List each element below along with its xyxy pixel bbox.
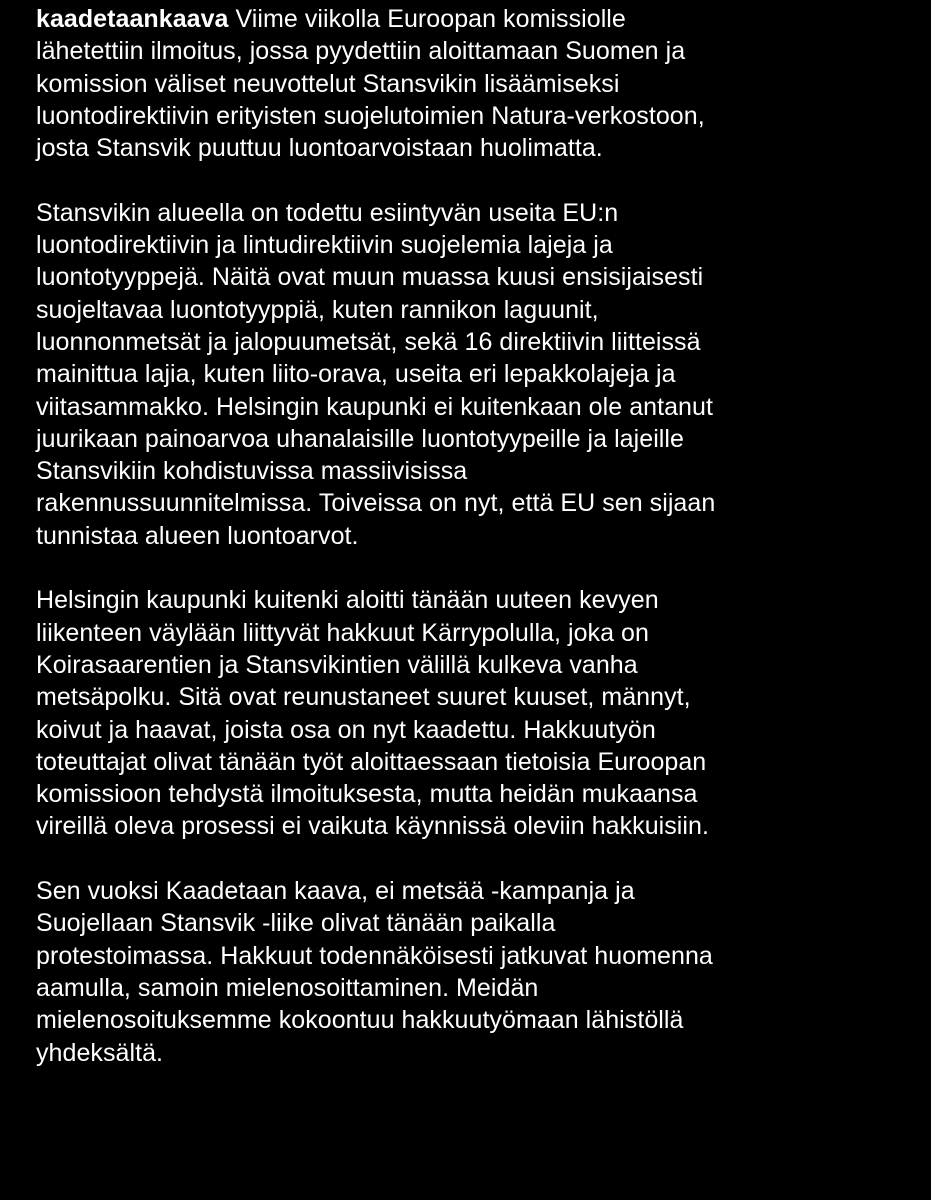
- caption-line: mielenosoituksemme kokoontuu hakkuutyömaan lähistöllä: [36, 1006, 684, 1035]
- caption-line: Helsingin kaupunki kuitenki aloitti tänään uuteen kevyen: [36, 586, 659, 615]
- caption-line: komissioon tehdystä ilmoituksesta, mutta heidän mukaansa: [36, 780, 698, 809]
- caption-line: Stansvikiin kohdistuvissa massiivisissa: [36, 457, 468, 486]
- caption-line: luontotyyppejä. Näitä ovat muun muassa kuusi ensisijaisesti: [36, 263, 704, 292]
- caption-line: toteuttajat olivat tänään työt aloittaessaan tietoisia Euroopan: [36, 747, 707, 776]
- caption-line: koivut ja haavat, joista osa on nyt kaadettu. Hakkuutyön: [36, 715, 656, 744]
- caption-paragraph-3: [36, 584, 916, 842]
- caption-line: luontodirektiivin erityisten suojelutoimien Natura-verkostoon,: [36, 101, 705, 130]
- post-caption: [36, 3, 916, 1069]
- caption-line: liikenteen väylään liittyvät hakkuut Kärrypolulla, joka on: [36, 618, 649, 647]
- caption-line: komission väliset neuvottelut Stansvikin lisäämiseksi: [36, 69, 620, 98]
- caption-paragraph-1: [36, 3, 916, 164]
- caption-line: vireillä oleva prosessi ei vaikuta käynnissä oleviin hakkuisiin.: [36, 812, 709, 841]
- caption-line: suojeltavaa luontotyyppiä, kuten rannikon laguunit,: [36, 295, 599, 324]
- caption-paragraph-2: [36, 197, 916, 552]
- caption-line: luonnonmetsät ja jalopuumetsät, sekä 16 direktiivin liitteissä: [36, 327, 701, 356]
- caption-line: metsäpolku. Sitä ovat reunustaneet suuret kuuset, männyt,: [36, 683, 691, 712]
- caption-line: tunnistaa alueen luontoarvot.: [36, 521, 359, 550]
- caption-line: Stansvikin alueella on todettu esiintyvän useita EU:n: [36, 198, 619, 227]
- caption-line: mainittua lajia, kuten liito-orava, useita eri lepakkolajeja ja: [36, 360, 676, 389]
- caption-paragraph-4: [36, 875, 916, 1069]
- caption-line: Viime viikolla Euroopan komissiolle: [235, 5, 626, 33]
- caption-line: Koirasaarentien ja Stansvikintien välillä kulkeva vanha: [36, 650, 638, 679]
- caption-line: Suojellaan Stansvik -liike olivat tänään paikalla: [36, 909, 556, 938]
- caption-line: juurikaan painoarvoa uhanalaisille luontotyypeille ja lajeille: [36, 424, 684, 453]
- caption-line: lähetettiin ilmoitus, jossa pyydettiin aloittamaan Suomen ja: [36, 37, 686, 66]
- caption-line: Sen vuoksi Kaadetaan kaava, ei metsää -kampanja ja: [36, 877, 635, 906]
- caption-line: yhdeksältä.: [36, 1038, 164, 1067]
- caption-line: josta Stansvik puuttuu luontoarvoistaan huolimatta.: [36, 134, 603, 163]
- caption-line: rakennussuunnitelmissa. Toiveissa on nyt, että EU sen sijaan: [36, 489, 716, 518]
- username-link[interactable]: kaadetaankaava: [36, 5, 229, 33]
- caption-line: luontodirektiivin ja lintudirektiivin suojelemia lajeja ja: [36, 231, 613, 260]
- caption-line: viitasammakko. Helsingin kaupunki ei kuitenkaan ole antanut: [36, 392, 713, 421]
- caption-line: protestoimassa. Hakkuut todennäköisesti jatkuvat huomenna: [36, 941, 713, 970]
- caption-line: aamulla, samoin mielenosoittaminen. Meidän: [36, 973, 539, 1002]
